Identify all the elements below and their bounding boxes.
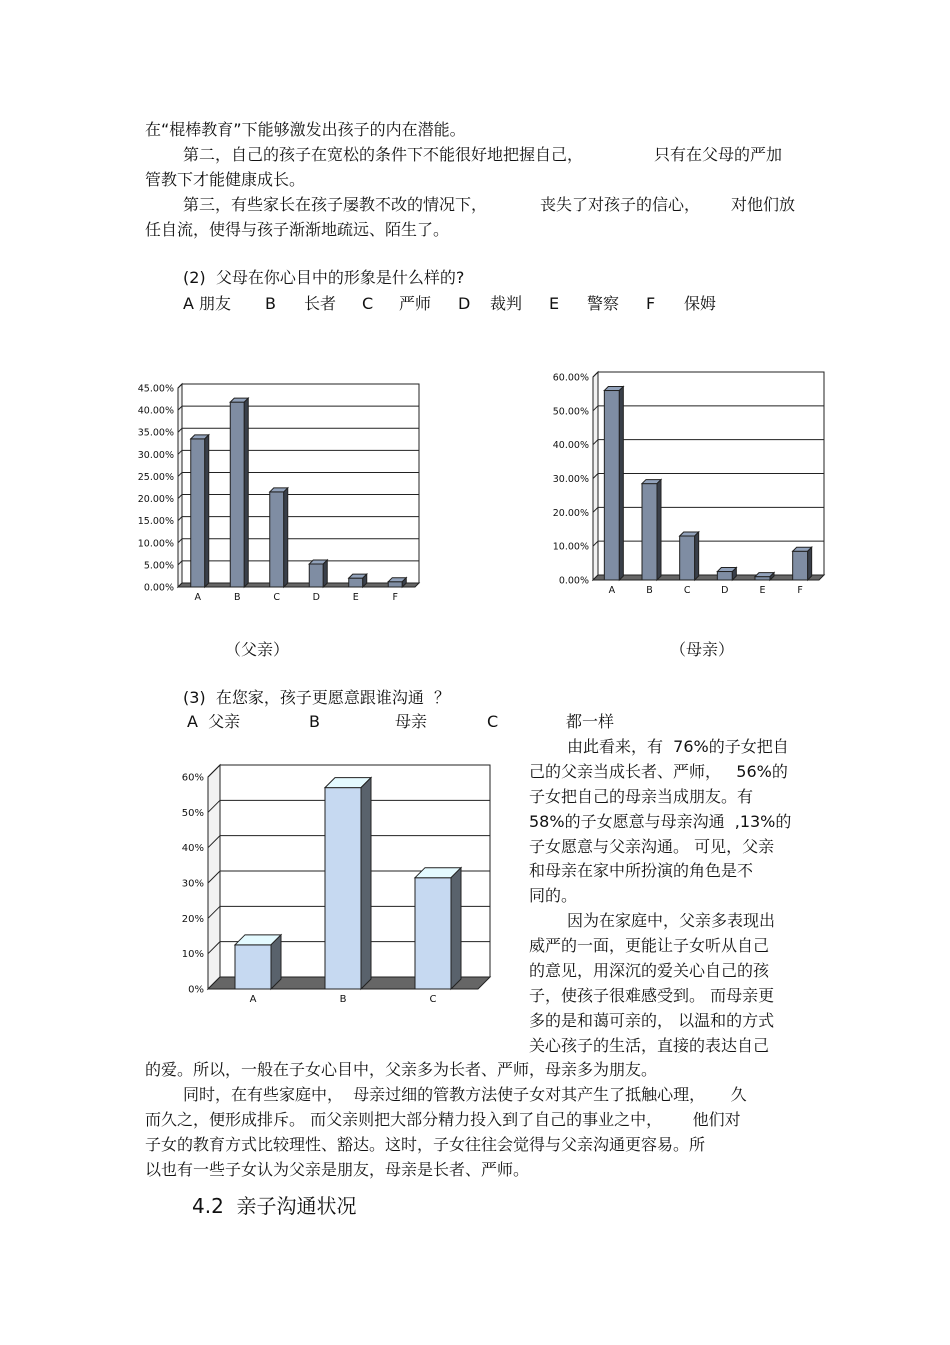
father-image-chart bbox=[130, 370, 430, 610]
y-tick-label: 0.00% bbox=[558, 575, 589, 587]
y-tick-label: 0.00% bbox=[143, 582, 174, 594]
option-label: A 朋友 bbox=[183, 294, 232, 313]
option-label: 保姆 bbox=[684, 294, 717, 313]
option-label: 警察 bbox=[587, 294, 620, 313]
x-tick-label: C bbox=[429, 994, 437, 1005]
x-tick-label: C bbox=[273, 592, 281, 603]
communication-preference-chart bbox=[170, 758, 505, 1010]
x-tick-label: B bbox=[233, 592, 241, 603]
bar-F bbox=[388, 582, 402, 587]
bar-side-B bbox=[244, 398, 248, 587]
bar-side-C bbox=[451, 868, 461, 989]
bar-A bbox=[235, 945, 271, 989]
x-tick-label: A bbox=[608, 585, 616, 596]
y-tick-label: 45.00% bbox=[137, 383, 174, 395]
paragraph-line: 对他们放 bbox=[731, 195, 796, 214]
option-label: D bbox=[458, 294, 471, 313]
bar-side-A bbox=[205, 435, 209, 587]
bar-D bbox=[717, 572, 732, 580]
question-title: (2) 父母在你心目中的形象是什么样的? bbox=[183, 268, 465, 287]
side-text-line: 58%的子女愿意与母亲沟通 ,13%的 bbox=[529, 812, 792, 831]
chart-floor bbox=[593, 575, 824, 580]
option-label: C bbox=[362, 294, 374, 313]
side-text-line: 的意见，用深沉的爱关心自己的孩 bbox=[529, 961, 770, 980]
bar-side-D bbox=[323, 560, 327, 587]
paragraph-line: 只有在父母的严加 bbox=[654, 145, 783, 164]
father-chart-caption: （父亲） bbox=[225, 640, 290, 659]
bar-F bbox=[793, 551, 808, 580]
bar-B bbox=[230, 402, 244, 587]
y-tick-label: 35.00% bbox=[137, 427, 174, 439]
paragraph-line: 子女的教育方式比较理性、豁达。这时，子女往往会觉得与父亲沟通更容易。所 bbox=[145, 1135, 706, 1154]
bar-B bbox=[325, 788, 361, 989]
bar-C bbox=[680, 536, 695, 580]
y-tick-label: 20% bbox=[181, 913, 204, 925]
bar-side-C bbox=[695, 532, 699, 580]
plot-area bbox=[182, 384, 419, 583]
y-tick-label: 5.00% bbox=[143, 560, 174, 572]
option-label: 都一样 bbox=[566, 712, 615, 731]
bar-side-C bbox=[284, 488, 288, 587]
bar-E bbox=[349, 578, 363, 587]
side-text-line: 子女愿意与父亲沟通。 可见，父亲 bbox=[529, 837, 775, 856]
y-tick-label: 10% bbox=[181, 949, 204, 961]
y-tick-label: 30% bbox=[181, 878, 204, 890]
bar-side-B bbox=[657, 480, 661, 580]
option-label: B bbox=[309, 712, 320, 731]
bar-A bbox=[191, 439, 205, 587]
y-tick-label: 30.00% bbox=[552, 474, 589, 485]
side-text-line: 威严的一面，更能让子女听从自己 bbox=[529, 936, 770, 955]
paragraph-line: 第二，自己的孩子在宽松的条件下不能很好地把握自己， bbox=[183, 145, 584, 164]
paragraph-line: 第三，有些家长在孩子屡教不改的情况下， bbox=[183, 195, 488, 214]
bar-D bbox=[309, 564, 323, 587]
option-label: 长者 bbox=[304, 294, 337, 313]
mother-image-chart bbox=[548, 362, 833, 598]
bar-C bbox=[415, 878, 451, 989]
x-tick-label: C bbox=[683, 585, 691, 596]
section-heading: 4.2 亲子沟通状况 bbox=[192, 1194, 357, 1218]
option-label: B bbox=[265, 294, 276, 313]
y-tick-label: 15.00% bbox=[137, 516, 174, 528]
paragraph-line: 在“棍棒教育”下能够激发出孩子的内在潜能。 bbox=[145, 120, 466, 139]
x-tick-label: E bbox=[352, 592, 359, 603]
option-label: 母亲 bbox=[395, 712, 428, 731]
paragraph-line: 任自流，使得与孩子渐渐地疏远、陌生了。 bbox=[145, 220, 450, 239]
option-label: 裁判 bbox=[490, 294, 523, 313]
x-tick-label: D bbox=[312, 592, 320, 603]
y-tick-label: 40.00% bbox=[137, 405, 174, 417]
y-tick-label: 20.00% bbox=[137, 494, 174, 506]
y-tick-label: 40% bbox=[181, 843, 204, 855]
mother-chart-caption: （母亲） bbox=[670, 640, 735, 659]
paragraph-line: 的爱。所以，一般在子女心目中，父亲多为长者、严师，母亲多为朋友。 bbox=[145, 1060, 658, 1079]
side-text-line: 子，使孩子很难感受到。 而母亲更 bbox=[529, 986, 775, 1005]
side-text-line: 己的父亲当成长者、严师， 56%的 bbox=[529, 762, 788, 781]
side-text-line: 同的。 bbox=[529, 886, 578, 905]
y-tick-label: 25.00% bbox=[137, 471, 174, 483]
x-tick-label: B bbox=[339, 994, 347, 1005]
y-tick-label: 10.00% bbox=[552, 541, 589, 553]
y-tick-label: 50% bbox=[181, 807, 204, 819]
side-wall bbox=[178, 384, 182, 587]
y-tick-label: 60% bbox=[181, 772, 204, 784]
side-text-line: 多的是和蔼可亲的， 以温和的方式 bbox=[529, 1011, 775, 1030]
bar-E bbox=[755, 577, 770, 580]
x-tick-label: F bbox=[797, 585, 803, 596]
option-label: E bbox=[549, 294, 560, 313]
side-text-line: 和母亲在家中所扮演的角色是不 bbox=[529, 861, 754, 880]
y-tick-label: 0% bbox=[188, 984, 204, 996]
x-tick-label: A bbox=[194, 592, 201, 603]
bar-side-A bbox=[619, 387, 623, 580]
bar-side-F bbox=[808, 547, 812, 580]
x-tick-label: F bbox=[392, 592, 398, 603]
x-tick-label: D bbox=[721, 585, 729, 596]
y-tick-label: 30.00% bbox=[137, 449, 174, 461]
option-label: C bbox=[487, 712, 499, 731]
bar-A bbox=[604, 391, 619, 580]
y-tick-label: 40.00% bbox=[552, 440, 589, 452]
question-title: (3) 在您家，孩子更愿意跟谁沟通 ？ bbox=[183, 688, 451, 707]
paragraph-line: 丧失了对孩子的信心， bbox=[540, 195, 701, 214]
x-tick-label: B bbox=[646, 585, 653, 596]
option-label: A 父亲 bbox=[187, 712, 241, 731]
y-tick-label: 20.00% bbox=[552, 507, 589, 519]
x-tick-label: E bbox=[759, 585, 766, 596]
side-text-line: 关心孩子的生活，直接的表达自己 bbox=[529, 1036, 770, 1055]
option-label: 严师 bbox=[399, 294, 432, 313]
bar-side-A bbox=[271, 935, 281, 989]
y-tick-label: 60.00% bbox=[552, 372, 589, 384]
chart-floor bbox=[178, 583, 419, 587]
y-tick-label: 10.00% bbox=[137, 538, 174, 550]
side-text-line: 因为在家庭中，父亲多表现出 bbox=[567, 911, 776, 930]
paragraph-line: 而久之，便形成排斥。 而父亲则把大部分精力投入到了自己的事业之中， 他们对 bbox=[145, 1110, 741, 1129]
x-tick-label: A bbox=[249, 994, 257, 1005]
y-tick-label: 50.00% bbox=[552, 406, 589, 418]
option-label: F bbox=[646, 294, 656, 313]
paragraph-line: 以也有一些子女认为父亲是朋友，母亲是长者、严师。 bbox=[145, 1160, 530, 1179]
bar-B bbox=[642, 484, 657, 580]
paragraph-line: 同时，在有些家庭中， 母亲过细的管教方法使子女对其产生了抵触心理， 久 bbox=[183, 1085, 747, 1104]
bar-side-B bbox=[361, 778, 371, 989]
paragraph-line: 管教下才能健康成长。 bbox=[145, 170, 306, 189]
bar-C bbox=[270, 492, 284, 587]
side-text-line: 子女把自己的母亲当成朋友。有 bbox=[529, 787, 754, 806]
side-text-line: 由此看来，有 76%的子女把自 bbox=[567, 737, 789, 756]
